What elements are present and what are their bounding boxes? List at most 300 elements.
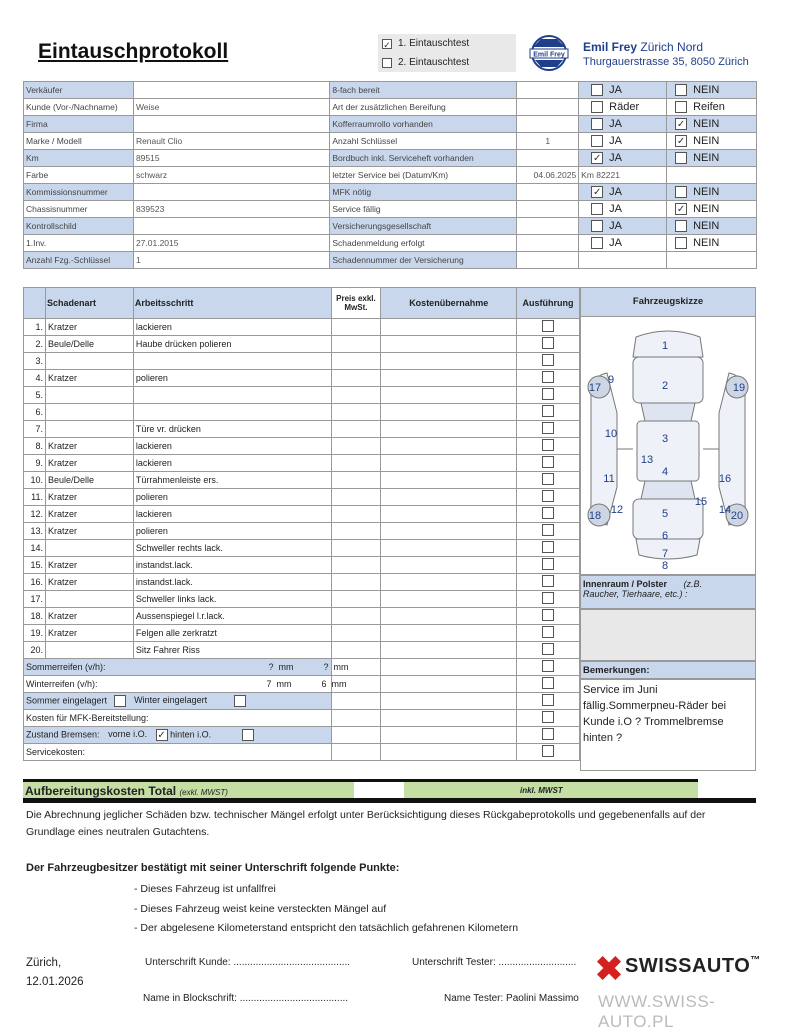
damage-ausfuehrung[interactable] [517,574,580,591]
ausfuehrung-checkbox[interactable] [542,575,554,587]
damage-preis[interactable] [331,506,381,523]
damage-preis[interactable] [331,319,381,336]
info-right-value[interactable]: 04.06.2025 [517,167,579,184]
damage-art[interactable] [45,642,133,659]
damage-preis[interactable] [331,404,381,421]
test1-option[interactable] [382,38,469,49]
service-cost-label: Servicekosten: [24,744,332,761]
damage-preis[interactable] [331,336,381,353]
opt2-checkbox[interactable] [675,186,687,198]
damage-schritt[interactable]: lackieren [133,438,331,455]
damage-schritt[interactable]: Aussenspiegel l.r.lack. [133,608,331,625]
footer-note: Die Abrechnung jeglicher Schäden bzw. technischer Mängel erfolgt unter Berücksichtigung dieses Rückgabeprotokolls und gegebenenfalls auf der Grundlage eines neutralen Gutachtens. [26,809,706,838]
info-value[interactable]: Renault Clio [133,133,329,150]
ausfuehrung-checkbox[interactable] [542,405,554,417]
info-label: Farbe [24,167,134,184]
info-option-2[interactable]: Reifen [667,99,757,116]
damage-preis[interactable] [331,421,381,438]
info-km-value[interactable]: Km 82221 [579,167,667,184]
sketch-number: 12 [610,504,624,516]
info-right-value[interactable] [517,82,579,99]
damage-kosten[interactable] [381,387,517,404]
damage-kosten[interactable] [381,370,517,387]
info-option-2[interactable]: ✓ NEIN [667,116,757,133]
info-right-value[interactable] [517,252,579,269]
damage-ausfuehrung[interactable] [517,336,580,353]
info-value[interactable]: schwarz [133,167,329,184]
table-row [24,608,580,625]
table-row [24,625,580,642]
opt2-checkbox[interactable] [675,101,687,113]
damage-ausfuehrung[interactable] [517,489,580,506]
info-value[interactable]: 1 [133,252,329,269]
info-option-2[interactable]: NEIN [667,184,757,201]
sketch-number: 14 [718,504,732,516]
info-value[interactable]: Weise [133,99,329,116]
damage-nr: 16. [24,574,46,591]
ausf-cb-sommer[interactable] [542,660,554,672]
table-row [24,540,580,557]
damage-schritt[interactable]: Schweller rechts lack. [133,540,331,557]
damage-schritt[interactable]: Türrahmenleiste ers. [133,472,331,489]
mfk-cost-label: Kosten für MFK-Bereitstellung: [24,710,332,727]
info-row [24,167,757,184]
ausfuehrung-checkbox[interactable] [542,388,554,400]
opt1-checkbox[interactable]: ✓ [592,153,602,164]
ausf-cb-winter[interactable] [542,677,554,689]
total-inkl: inkl. MWST [520,786,563,795]
info-right-label: Schadenmeldung erfolgt [330,235,517,252]
info-value[interactable]: 89515 [133,150,329,167]
opt1-checkbox[interactable] [591,135,603,147]
test-selector [378,34,516,72]
damage-art[interactable] [45,353,133,370]
ausfuehrung-checkbox[interactable] [542,422,554,434]
damage-ausfuehrung[interactable] [517,472,580,489]
ausfuehrung-checkbox[interactable] [542,473,554,485]
damage-nr: 14. [24,540,46,557]
confirm-point: - Dieses Fahrzeug ist unfallfrei [134,883,276,895]
info-option-1[interactable]: JA [579,82,667,99]
table-row [24,438,580,455]
damage-schritt[interactable]: Türe vr. drücken [133,421,331,438]
damage-preis[interactable] [331,472,381,489]
total-exkl: (exkl. MWST) [179,788,228,797]
damage-nr: 5. [24,387,46,404]
info-right-label: Service fällig [330,201,517,218]
damage-nr: 20. [24,642,46,659]
opt1-checkbox[interactable] [591,84,603,96]
damage-kosten[interactable] [381,540,517,557]
opt2-checkbox[interactable]: ✓ [676,136,686,147]
damage-ausfuehrung[interactable] [517,625,580,642]
damage-ausfuehrung[interactable] [517,557,580,574]
info-right-value[interactable] [517,218,579,235]
damage-preis[interactable] [331,455,381,472]
signature-tester[interactable]: Unterschrift Tester: ............................ [412,957,577,968]
damage-schritt[interactable]: lackieren [133,455,331,472]
info-value[interactable]: 839523 [133,201,329,218]
ausfuehrung-checkbox[interactable] [542,371,554,383]
info-right-value[interactable]: 1 [517,133,579,150]
brand-address: Thurgauerstrasse 35, 8050 Zürich [583,56,749,68]
info-right-label: letzter Service bei (Datum/Km) [330,167,517,184]
damage-schritt[interactable]: lackieren [133,506,331,523]
info-empty[interactable] [667,252,757,269]
table-row [24,472,580,489]
sketch-number: 15 [694,496,708,508]
damage-kosten[interactable] [381,557,517,574]
info-row [24,99,757,116]
damage-schritt[interactable] [133,387,331,404]
info-right-value[interactable] [517,184,579,201]
info-option-1[interactable]: JA [579,218,667,235]
opt2-checkbox[interactable] [675,152,687,164]
table-row [24,455,580,472]
eingelagert-row [24,693,332,710]
total-label: Aufbereitungskosten Total (exkl. MWST) [25,784,228,798]
damage-kosten[interactable] [381,404,517,421]
sommer-v[interactable]: ? [268,662,274,672]
page-title: Eintauschprotokoll [38,40,229,63]
ausfuehrung-checkbox[interactable] [542,626,554,638]
damage-kosten[interactable] [381,438,517,455]
confirm-point: - Der abgelesene Kilometerstand entspricht den tatsächlich gefahrenen Kilometern [134,922,519,934]
info-right-value[interactable] [517,116,579,133]
info-right-value[interactable] [517,150,579,167]
damage-kosten[interactable] [381,625,517,642]
opt1-checkbox[interactable] [591,220,603,232]
damage-art[interactable]: Kratzer [45,608,133,625]
damage-ausfuehrung[interactable] [517,523,580,540]
damage-preis[interactable] [331,574,381,591]
opt2-checkbox[interactable] [675,220,687,232]
info-row [24,252,757,269]
damage-art[interactable] [45,421,133,438]
damage-ausfuehrung[interactable] [517,455,580,472]
info-option-1[interactable]: ✓ JA [579,184,667,201]
opt1-checkbox[interactable] [591,237,603,249]
damage-nr: 8. [24,438,46,455]
bemerkungen-text[interactable]: Service im Juni fällig.Sommerpneu-Räder bei Kunde i.O ? Trommelbremse hinten ? [580,679,756,771]
damage-nr: 6. [24,404,46,421]
info-right-label: Anzahl Schlüssel [330,133,517,150]
damage-nr: 12. [24,506,46,523]
sketch-number: 13 [640,454,654,466]
damage-art[interactable]: Kratzer [45,370,133,387]
info-empty [667,167,757,184]
sketch-number: 18 [588,510,602,522]
info-right-value[interactable] [517,99,579,116]
damage-kosten[interactable] [381,574,517,591]
info-row [24,133,757,150]
bremsen-row [24,727,332,744]
ausfuehrung-checkbox[interactable] [542,643,554,655]
damage-schritt[interactable]: Felgen alle zerkratzt [133,625,331,642]
sketch-number: 20 [730,510,744,522]
damage-art[interactable]: Kratzer [45,574,133,591]
damage-art[interactable]: Beule/Delle [45,336,133,353]
damage-kosten[interactable] [381,336,517,353]
damage-ausfuehrung[interactable] [517,540,580,557]
damage-nr: 1. [24,319,46,336]
info-value[interactable] [133,218,329,235]
ausf-cb-mfk[interactable] [542,711,554,723]
damage-schritt[interactable] [133,404,331,421]
damage-kosten[interactable] [381,421,517,438]
ausfuehrung-checkbox[interactable] [542,439,554,451]
sommer-label: Sommerreifen (v/h): [26,662,106,672]
damage-schritt[interactable]: polieren [133,489,331,506]
test1-checkbox[interactable]: ✓ [383,39,391,50]
damage-preis[interactable] [331,523,381,540]
info-label: Marke / Modell [24,133,134,150]
info-option-1[interactable]: JA [579,116,667,133]
info-option-2[interactable]: NEIN [667,150,757,167]
test2-checkbox[interactable] [382,58,392,68]
damage-ausfuehrung[interactable] [517,370,580,387]
damage-schritt[interactable]: instandst.lack. [133,574,331,591]
damage-art[interactable] [45,540,133,557]
info-label: Anzahl Fzg.-Schlüssel [24,252,134,269]
place-date [26,954,84,992]
info-empty[interactable] [579,252,667,269]
winter-v[interactable]: 7 [266,679,272,689]
info-row [24,82,757,99]
info-right-label: Bordbuch inkl. Serviceheft vorhanden [330,150,517,167]
damage-nr: 2. [24,336,46,353]
watermark-tm: ™ [750,955,761,966]
damage-art[interactable]: Kratzer [45,455,133,472]
info-row [24,184,757,201]
ausf-cb-service[interactable] [542,745,554,757]
info-value[interactable] [133,82,329,99]
damage-schritt[interactable]: Sitz Fahrer Riss [133,642,331,659]
damage-kosten[interactable] [381,489,517,506]
opt2-checkbox[interactable] [675,84,687,96]
watermark-brand: SWISSAUTO™ [625,955,761,977]
damage-nr: 4. [24,370,46,387]
ausfuehrung-checkbox[interactable] [542,507,554,519]
table-row [24,557,580,574]
damage-art[interactable]: Beule/Delle [45,472,133,489]
vehicle-sketch [580,287,756,575]
bremsen-extra-checkbox[interactable] [242,729,254,741]
info-row [24,150,757,167]
info-row [24,235,757,252]
damage-art[interactable]: Kratzer [45,506,133,523]
damage-schritt[interactable]: polieren [133,370,331,387]
test2-option[interactable] [382,57,469,68]
winter-v-unit: mm [276,679,292,689]
sketch-title: Fahrzeugskizze [581,288,755,317]
sketch-number: 6 [661,530,669,542]
sketch-number: 11 [603,473,615,485]
table-row [24,336,580,353]
damage-kosten[interactable] [381,455,517,472]
damage-schritt[interactable]: instandst.lack. [133,557,331,574]
damage-nr: 19. [24,625,46,642]
damage-ausfuehrung[interactable] [517,387,580,404]
info-value[interactable] [133,184,329,201]
ausf-cb-bremsen[interactable] [542,728,554,740]
opt2-checkbox[interactable] [675,237,687,249]
damage-preis[interactable] [331,591,381,608]
name-tester: Name Tester: Paolini Massimo [444,993,579,1004]
ausfuehrung-checkbox[interactable] [542,524,554,536]
info-option-2[interactable]: NEIN [667,82,757,99]
damage-kosten[interactable] [381,642,517,659]
ausfuehrung-checkbox[interactable] [542,558,554,570]
damage-preis[interactable] [331,557,381,574]
table-row [24,387,580,404]
damage-art[interactable] [45,404,133,421]
opt1-checkbox[interactable] [591,101,603,113]
damage-art[interactable]: Kratzer [45,625,133,642]
winter-label: Winterreifen (v/h): [26,679,98,689]
damage-ausfuehrung[interactable] [517,404,580,421]
info-option-1[interactable]: JA [579,235,667,252]
bemerkungen-title: Bemerkungen: [580,661,756,679]
info-option-2[interactable]: NEIN [667,218,757,235]
damage-ausfuehrung[interactable] [517,421,580,438]
ausfuehrung-checkbox[interactable] [542,609,554,621]
info-value[interactable]: 27.01.2015 [133,235,329,252]
bremsen-vorne: vorne i.O. [108,729,148,740]
opt1-checkbox[interactable] [591,118,603,130]
sketch-number: 4 [661,466,669,478]
info-right-value[interactable] [517,201,579,218]
info-option-1[interactable]: ✓ JA [579,150,667,167]
table-row [24,506,580,523]
innenraum-hint-a: (z.B. [683,579,703,589]
info-option-2[interactable]: NEIN [667,235,757,252]
damage-art[interactable]: Kratzer [45,319,133,336]
sketch-number: 9 [607,374,615,386]
winter-eing-checkbox[interactable] [234,695,246,707]
bremsen-hinten-checkbox[interactable]: ✓ [157,730,166,741]
damage-schritt[interactable] [133,353,331,370]
info-label: Firma [24,116,134,133]
damage-schritt[interactable]: Haube drücken polieren [133,336,331,353]
damage-kosten[interactable] [381,353,517,370]
damage-preis[interactable] [331,353,381,370]
damage-preis[interactable] [331,540,381,557]
opt2-checkbox[interactable]: ✓ [676,204,686,215]
ausfuehrung-checkbox[interactable] [542,541,554,553]
info-option-1[interactable]: JA [579,133,667,150]
damage-preis[interactable] [331,387,381,404]
info-right-value[interactable] [517,235,579,252]
confirm-point: - Dieses Fahrzeug weist keine versteckten Mängel auf [134,902,387,915]
signature-kunde[interactable]: Unterschrift Kunde: .......................................... [145,957,351,968]
info-option-2[interactable]: ✓ NEIN [667,133,757,150]
damage-preis[interactable] [331,438,381,455]
winter-h[interactable]: 6 [321,679,327,689]
damage-schritt[interactable]: lackieren [133,319,331,336]
ausfuehrung-checkbox[interactable] [542,456,554,468]
damage-preis[interactable] [331,642,381,659]
damage-art[interactable]: Kratzer [45,438,133,455]
info-label: Kunde (Vor-/Nachname) [24,99,134,116]
damage-kosten[interactable] [381,591,517,608]
info-option-1[interactable]: Räder [579,99,667,116]
ausfuehrung-checkbox[interactable] [542,320,554,332]
ausfuehrung-checkbox[interactable] [542,354,554,366]
opt1-checkbox[interactable]: ✓ [592,187,602,198]
col-arbeitsschritt: Arbeitsschritt [133,288,331,319]
damage-nr: 13. [24,523,46,540]
damage-nr: 3. [24,353,46,370]
damage-nr: 15. [24,557,46,574]
sketch-number: 17 [588,382,602,394]
sketch-number: 7 [661,548,669,560]
info-option-2[interactable]: ✓ NEIN [667,201,757,218]
sommer-h[interactable]: ? [323,662,329,672]
damage-kosten[interactable] [381,319,517,336]
damage-preis[interactable] [331,625,381,642]
damage-kosten[interactable] [381,506,517,523]
damage-art[interactable]: Kratzer [45,523,133,540]
damage-art[interactable] [45,591,133,608]
table-row [24,370,580,387]
damage-ausfuehrung[interactable] [517,591,580,608]
ausfuehrung-checkbox[interactable] [542,490,554,502]
ausf-cb-eing[interactable] [542,694,554,706]
info-label: Kommissionsnummer [24,184,134,201]
damage-kosten[interactable] [381,608,517,625]
opt2-checkbox[interactable]: ✓ [676,119,686,130]
brand-city: Zürich Nord [640,40,704,54]
innenraum-field[interactable] [580,609,756,661]
damage-art[interactable] [45,387,133,404]
damage-ausfuehrung[interactable] [517,608,580,625]
opt1-checkbox[interactable] [591,203,603,215]
ausfuehrung-checkbox[interactable] [542,337,554,349]
damage-preis[interactable] [331,370,381,387]
damage-art[interactable]: Kratzer [45,489,133,506]
winter-row: Winterreifen (v/h): 7 mm 6 mm [24,676,332,693]
damage-ausfuehrung[interactable] [517,353,580,370]
info-right-label: Versicherungsgesellschaft [330,218,517,235]
damage-ausfuehrung[interactable] [517,319,580,336]
col-nr [24,288,46,319]
emil-frey-logo [527,33,571,73]
ausfuehrung-checkbox[interactable] [542,592,554,604]
sketch-number: 5 [661,508,669,520]
damage-schritt[interactable]: polieren [133,523,331,540]
damage-schritt[interactable]: Schweller links lack. [133,591,331,608]
damage-kosten[interactable] [381,472,517,489]
info-option-1[interactable]: JA [579,201,667,218]
sketch-number: 2 [661,380,669,392]
damage-art[interactable]: Kratzer [45,557,133,574]
table-row [24,591,580,608]
name-blockschrift[interactable]: Name in Blockschrift: ....................................... [143,993,349,1004]
damage-ausfuehrung[interactable] [517,438,580,455]
damage-ausfuehrung[interactable] [517,506,580,523]
damage-ausfuehrung[interactable] [517,642,580,659]
table-row [24,574,580,591]
damage-kosten[interactable] [381,523,517,540]
sommer-eing-checkbox[interactable] [114,695,126,707]
info-value[interactable] [133,116,329,133]
damage-preis[interactable] [331,608,381,625]
damage-preis[interactable] [331,489,381,506]
total-underline [23,798,756,803]
swissauto-cross-icon [596,955,622,981]
sketch-number: 10 [604,428,618,440]
